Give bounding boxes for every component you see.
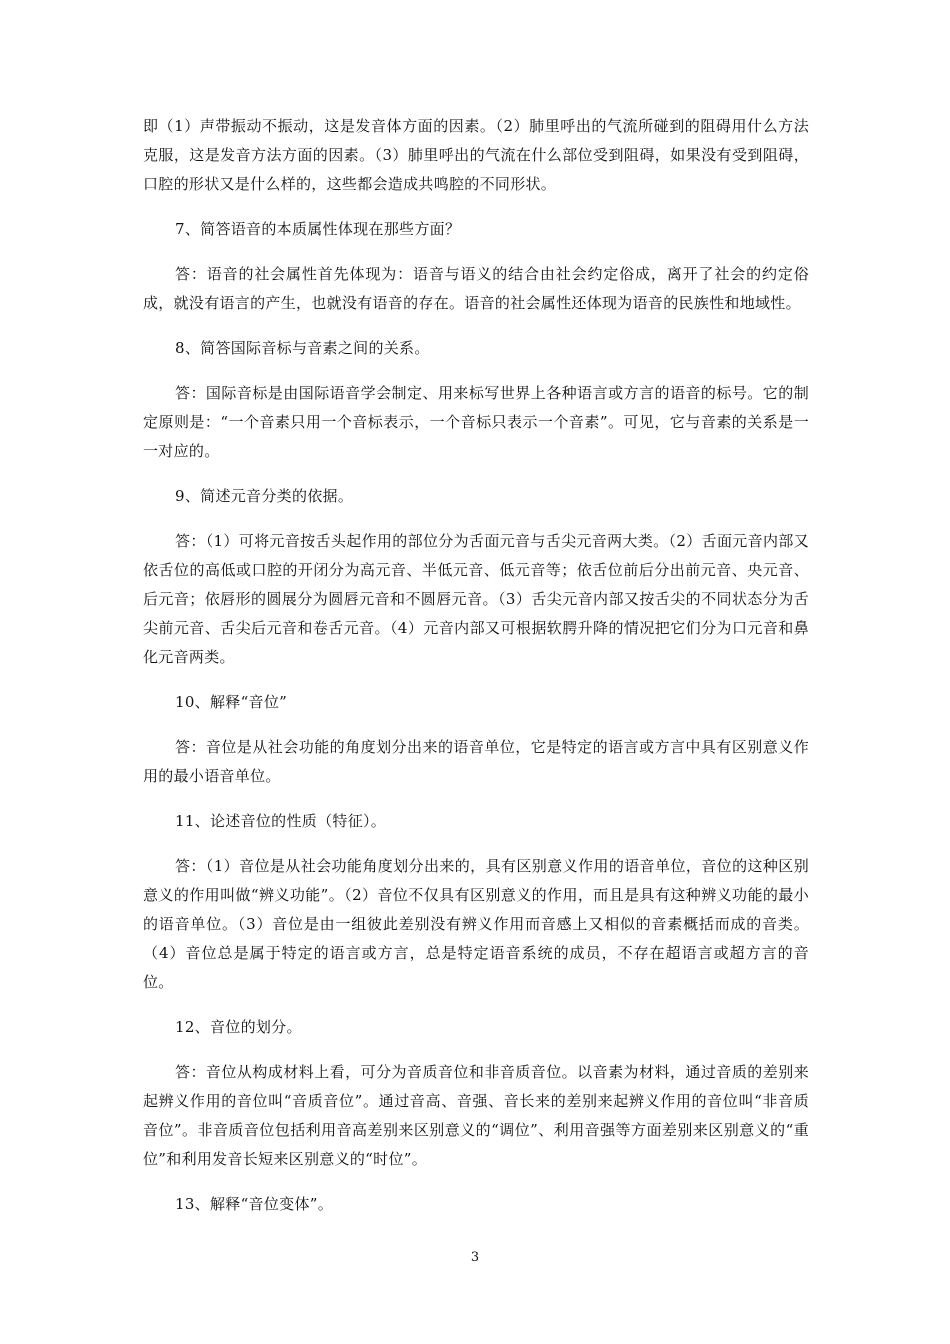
question-7: 7、简答语音的本质属性体现在那些方面？ (175, 220, 461, 238)
question-13: 13、解释“音位变体”。 (175, 1195, 334, 1213)
question-8: 8、简答国际音标与音素之间的关系。 (175, 339, 430, 357)
answer-10: 答：音位是从社会功能的角度划分出来的语音单位，它是特定的语言或方言中具有区别意义作用的最小语音单位。 (143, 738, 809, 785)
answer-12: 答：音位从构成材料上看，可分为音质音位和非音质音位。以音素为材料，通过音质的差别来起辨义作用的音位叫“音质音位”。通过音高、音强、音长来的差别来起辨义作用的音位叫“非音质音位”。非音质音位包括利用音高差别来区别意义的“调位”、利用音强等方面差别来区别意义的“重位”和利用发音长短来区别意义的“时位”。 (143, 1063, 809, 1168)
question-10: 10、解释“音位” (175, 693, 288, 711)
document-body (143, 112, 809, 1235)
question-12: 12、音位的划分。 (175, 1018, 302, 1036)
question-9: 9、简述元音分类的依据。 (175, 487, 354, 505)
answer-7: 答：语音的社会属性首先体现为：语音与语义的结合由社会约定俗成，离开了社会的约定俗成，就没有语言的产生，也就没有语音的存在。语音的社会属性还体现为语音的民族性和地域性。 (143, 265, 809, 312)
answer-8: 答：国际音标是由国际语音学会制定、用来标写世界上各种语言或方言的语音的标号。它的制定原则是：“一个音素只用一个音标表示，一个音标只表示一个音素”。可见，它与音素的关系是一一对应的。 (143, 384, 809, 460)
paragraph-continuation: 即（1）声带振动不振动，这是发音体方面的因素。（2）肺里呼出的气流所碰到的阻碍用什么方法克服，这是发音方法方面的因素。（3）肺里呼出的气流在什么部位受到阻碍，如果没有受到阻碍，口腔的形状又是什么样的，这些都会造成共鸣腔的不同形状。 (143, 117, 809, 193)
question-11: 11、论述音位的性质（特征）。 (175, 812, 387, 830)
answer-9: 答：（1）可将元音按舌头起作用的部位分为舌面元音与舌尖元音两大类。（2）舌面元音内部又依舌位的高低或口腔的开闭分为高元音、半低元音、低元音等；依舌位前后分出前元音、央元音、后元音；依唇形的圆展分为圆唇元音和不圆唇元音。（3）舌尖元音内部又按舌尖的不同状态分为舌尖前元音、舌尖后元音和卷舌元音。（4）元音内部又可根据软腭升降的情况把它们分为口元音和鼻化元音两类。 (143, 532, 809, 666)
page-number: 3 (470, 1250, 480, 1265)
answer-11: 答：（1）音位是从社会功能角度划分出来的，具有区别意义作用的语音单位，音位的这种区别意义的作用叫做“辨义功能”。（2）音位不仅具有区别意义的作用，而且是具有这种辨义功能的最小的语音单位。（3）音位是由一组彼此差别没有辨义作用而音感上又相似的音素概括而成的音类。（4）音位总是属于特定的语言或方言，总是特定语音系统的成员，不存在超语言或超方言的音位。 (143, 857, 809, 991)
